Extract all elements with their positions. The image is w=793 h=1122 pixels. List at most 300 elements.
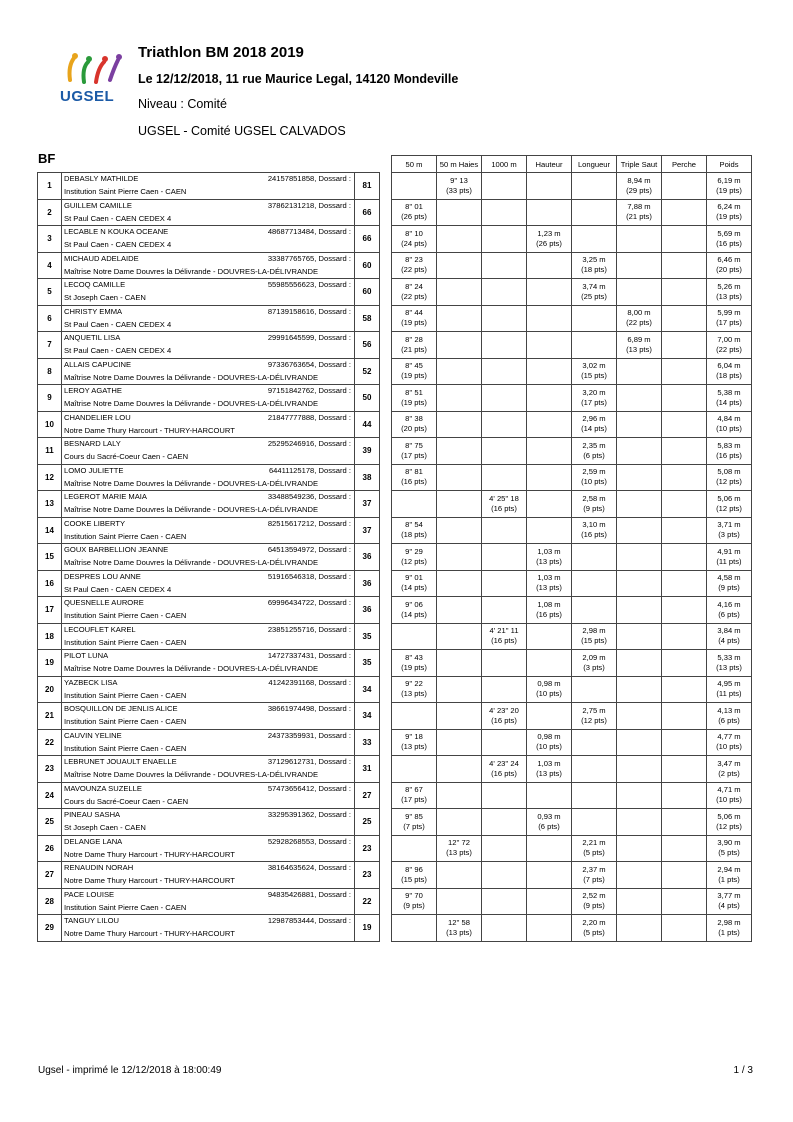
event-cell [617, 729, 662, 756]
column-header: Perche [662, 156, 707, 173]
event-cell [527, 226, 572, 253]
column-header: 50 m Haies [437, 156, 482, 173]
event-points: (22 pts) [401, 291, 427, 301]
column-gap [380, 305, 392, 332]
athlete-name: TANGUY LILOU [64, 916, 119, 925]
event-points: (21 pts) [626, 212, 652, 222]
school-name: Cours du Sacré-Coeur Caen - CAEN [64, 796, 189, 806]
event-performance: 3,25 m [582, 255, 606, 265]
event-cell [527, 491, 572, 518]
athlete-id: 37129612731, Dossard : [267, 757, 351, 766]
event-points: (19 pts) [401, 371, 427, 381]
event-cell [707, 888, 752, 915]
event-points: (12 pts) [716, 503, 742, 513]
event-cell [662, 544, 707, 571]
event-performance: 1,23 m [537, 228, 561, 238]
event-cell [617, 835, 662, 862]
event-performance: 9'' 22 [405, 679, 423, 689]
event-cell [437, 252, 482, 279]
event-cell [572, 517, 617, 544]
event-cell [617, 464, 662, 491]
athlete-name: CHANDELIER LOU [64, 412, 131, 422]
event-cell [707, 835, 752, 862]
athlete-name: LECABLE N KOUKA OCEANE [64, 227, 169, 236]
event-cell [572, 729, 617, 756]
event-cell [437, 729, 482, 756]
athlete-id: 38661974498, Dossard : [267, 704, 351, 713]
column-gap [380, 252, 392, 279]
event-performance: 8'' 75 [405, 440, 423, 450]
school-name: St Joseph Caen - CAEN [64, 293, 146, 302]
event-cell [662, 650, 707, 677]
table-row [38, 358, 752, 385]
event-cell [572, 252, 617, 279]
event-cell [617, 173, 662, 200]
athlete-cell [62, 782, 355, 809]
event-points: (18 pts) [716, 371, 742, 381]
athlete-cell [62, 305, 355, 332]
event-cell [392, 703, 437, 730]
athlete-id: 38164635624, Dossard : [267, 863, 351, 872]
event-cell [527, 385, 572, 412]
event-cell [392, 173, 437, 200]
column-gap [380, 544, 392, 571]
event-cell [392, 279, 437, 306]
column-gap [380, 729, 392, 756]
event-cell [707, 570, 752, 597]
event-cell [707, 782, 752, 809]
event-cell [707, 491, 752, 518]
athlete-name: CHRISTY EMMA [64, 306, 123, 316]
event-cell [482, 703, 527, 730]
rank-cell: 23 [38, 756, 62, 783]
athlete-cell [62, 252, 355, 279]
event-performance: 8'' 44 [405, 308, 423, 318]
event-performance: 2,21 m [582, 838, 606, 848]
athlete-cell [62, 226, 355, 253]
event-performance: 4,71 m [717, 785, 741, 795]
event-points: (1 pts) [718, 874, 740, 884]
event-cell [392, 358, 437, 385]
event-cell [437, 623, 482, 650]
event-cell [707, 252, 752, 279]
event-cell [662, 862, 707, 889]
event-points: (17 pts) [716, 318, 742, 328]
event-performance: 9'' 01 [405, 573, 423, 583]
event-points: (13 pts) [401, 689, 427, 699]
athlete-cell [62, 597, 355, 624]
event-cell [617, 650, 662, 677]
rank-cell: 24 [38, 782, 62, 809]
event-cell [482, 729, 527, 756]
school-name: Institution Saint Pierre Caen - CAEN [64, 902, 187, 912]
event-points: (22 pts) [716, 344, 742, 354]
table-row [38, 491, 752, 518]
event-cell [527, 835, 572, 862]
athlete-id: 33295391362, Dossard : [267, 810, 351, 819]
school-name: St Paul Caen - CAEN CEDEX 4 [64, 584, 172, 594]
level-label: Niveau : Comité [138, 97, 227, 111]
event-points: (5 pts) [718, 848, 740, 858]
event-performance: 5,38 m [717, 387, 741, 397]
table-row [38, 809, 752, 836]
event-cell [527, 756, 572, 783]
event-performance: 4,91 m [717, 546, 741, 556]
event-points: (16 pts) [716, 450, 742, 460]
event-cell [392, 332, 437, 359]
event-cell [392, 411, 437, 438]
event-cell [662, 915, 707, 942]
event-cell [707, 623, 752, 650]
event-cell [617, 491, 662, 518]
event-points: (16 pts) [491, 715, 517, 725]
event-performance: 9'' 06 [405, 599, 423, 609]
event-cell [572, 491, 617, 518]
event-cell [662, 332, 707, 359]
column-header: Hauteur [527, 156, 572, 173]
school-name: Institution Saint Pierre Caen - CAEN [64, 531, 187, 541]
event-points: (22 pts) [626, 318, 652, 328]
event-cell [617, 438, 662, 465]
event-cell [482, 305, 527, 332]
event-performance: 9'' 13 [450, 175, 468, 185]
event-cell [437, 199, 482, 226]
event-cell [482, 835, 527, 862]
event-cell [392, 438, 437, 465]
athlete-cell [62, 438, 355, 465]
total-points: 52 [355, 358, 380, 385]
column-gap [380, 623, 392, 650]
event-points: (18 pts) [401, 530, 427, 540]
column-gap [380, 199, 392, 226]
column-gap [380, 438, 392, 465]
table-row [38, 835, 752, 862]
event-performance: 2,37 m [582, 864, 606, 874]
event-points: (5 pts) [583, 848, 605, 858]
total-points: 81 [355, 173, 380, 200]
event-cell [662, 173, 707, 200]
table-row [38, 756, 752, 783]
event-cell [482, 862, 527, 889]
event-cell [437, 570, 482, 597]
event-points: (19 pts) [716, 212, 742, 222]
event-cell [527, 517, 572, 544]
event-points: (13 pts) [446, 927, 472, 937]
school-name: Maîtrise Notre Dame Douvres la Délivrande - DOUVRES-LA-DÉLIVRANDE [64, 478, 319, 488]
athlete-name: QUESNELLE AURORE [64, 598, 144, 607]
event-performance: 2,58 m [582, 493, 606, 503]
total-points: 44 [355, 411, 380, 438]
event-cell [392, 199, 437, 226]
athlete-cell [62, 703, 355, 730]
event-performance: 2,94 m [717, 864, 741, 874]
event-points: (24 pts) [401, 238, 427, 248]
total-points: 66 [355, 226, 380, 253]
event-performance: 9'' 85 [405, 811, 423, 821]
event-cell [482, 570, 527, 597]
event-cell [662, 438, 707, 465]
event-performance: 8'' 28 [405, 334, 423, 344]
event-performance: 4,95 m [717, 679, 741, 689]
event-cell [392, 464, 437, 491]
event-cell [572, 173, 617, 200]
event-cell [437, 491, 482, 518]
athlete-name: LEROY AGATHE [64, 386, 122, 395]
event-cell [572, 835, 617, 862]
table-row [38, 862, 752, 889]
table-row [38, 226, 752, 253]
event-cell [617, 623, 662, 650]
event-points: (6 pts) [583, 450, 605, 460]
event-cell [572, 597, 617, 624]
total-points: 23 [355, 835, 380, 862]
event-cell [662, 385, 707, 412]
event-cell [437, 915, 482, 942]
event-cell [527, 279, 572, 306]
event-cell [527, 570, 572, 597]
athlete-name: ALLAIS CAPUCINE [64, 359, 132, 369]
event-cell [617, 544, 662, 571]
rank-cell: 13 [38, 491, 62, 518]
event-performance: 0,98 m [537, 679, 561, 689]
event-points: (16 pts) [536, 609, 562, 619]
event-cell [527, 305, 572, 332]
school-name: Maîtrise Notre Dame Douvres la Délivrande - DOUVRES-LA-DÉLIVRANDE [64, 770, 319, 779]
event-cell [662, 279, 707, 306]
column-gap [380, 332, 392, 359]
event-points: (3 pts) [583, 662, 605, 672]
event-performance: 6,89 m [627, 334, 651, 344]
event-points: (19 pts) [401, 397, 427, 407]
rank-cell: 1 [38, 173, 62, 200]
event-cell [707, 411, 752, 438]
event-performance: 8'' 45 [405, 361, 423, 371]
table-row [38, 279, 752, 306]
event-points: (1 pts) [718, 927, 740, 937]
total-points: 22 [355, 888, 380, 915]
athlete-id: 64513594972, Dossard : [267, 545, 351, 554]
column-gap [380, 888, 392, 915]
event-cell [617, 782, 662, 809]
athlete-cell [62, 809, 355, 836]
event-points: (11 pts) [716, 689, 742, 699]
event-cell [662, 358, 707, 385]
event-cell [572, 305, 617, 332]
total-points: 33 [355, 729, 380, 756]
total-points: 36 [355, 597, 380, 624]
event-points: (5 pts) [583, 927, 605, 937]
event-points: (13 pts) [536, 768, 562, 778]
event-cell [572, 226, 617, 253]
event-cell [707, 729, 752, 756]
school-name: Cours du Sacré-Coeur Caen - CAEN [64, 452, 189, 461]
table-row [38, 729, 752, 756]
total-points: 36 [355, 544, 380, 571]
athlete-cell [62, 623, 355, 650]
event-performance: 12'' 72 [448, 838, 470, 848]
event-cell [527, 411, 572, 438]
event-cell [482, 491, 527, 518]
school-name: Maîtrise Notre Dame Douvres la Délivrande - DOUVRES-LA-DÉLIVRANDE [64, 664, 319, 673]
logo-text: UGSEL [60, 88, 115, 105]
column-gap [380, 782, 392, 809]
column-gap [380, 597, 392, 624]
event-cell [707, 544, 752, 571]
event-performance: 8'' 51 [405, 387, 423, 397]
event-cell [662, 305, 707, 332]
event-cell [392, 729, 437, 756]
table-row [38, 199, 752, 226]
event-cell [572, 570, 617, 597]
column-gap [380, 703, 392, 730]
event-cell [707, 915, 752, 942]
event-cell [437, 544, 482, 571]
event-cell [662, 570, 707, 597]
athlete-cell [62, 570, 355, 597]
event-points: (9 pts) [583, 901, 605, 911]
event-performance: 4' 25'' 18 [489, 493, 519, 503]
event-performance: 6,19 m [717, 175, 741, 185]
school-name: Institution Saint Pierre Caen - CAEN [64, 743, 187, 753]
event-cell [572, 862, 617, 889]
event-performance: 2,96 m [582, 414, 606, 424]
athlete-id: 14727337431, Dossard : [267, 651, 351, 660]
event-points: (10 pts) [536, 742, 562, 752]
athlete-name: YAZBECK LISA [64, 677, 118, 687]
athlete-cell [62, 411, 355, 438]
school-name: Maîtrise Notre Dame Douvres la Délivrande - DOUVRES-LA-DÉLIVRANDE [64, 399, 319, 408]
athlete-name: DESPRES LOU ANNE [64, 571, 141, 581]
event-cell [392, 782, 437, 809]
event-cell [572, 411, 617, 438]
event-points: (2 pts) [718, 768, 740, 778]
event-points: (18 pts) [581, 265, 607, 275]
athlete-cell [62, 173, 355, 200]
athlete-cell [62, 835, 355, 862]
event-cell [662, 199, 707, 226]
event-cell [482, 385, 527, 412]
table-row [38, 650, 752, 677]
column-gap [380, 915, 392, 942]
athlete-cell [62, 385, 355, 412]
athlete-id: 37862131218, Dossard : [267, 200, 351, 210]
event-cell [617, 411, 662, 438]
column-header: Longueur [572, 156, 617, 173]
athlete-name: GOUX BARBELLION JEANNE [64, 545, 169, 554]
event-performance: 2,35 m [582, 440, 606, 450]
event-cell [707, 385, 752, 412]
athlete-id: 64411125178, Dossard : [268, 465, 351, 475]
event-points: (20 pts) [716, 265, 742, 275]
table-row [38, 597, 752, 624]
athlete-cell [62, 199, 355, 226]
total-points: 39 [355, 438, 380, 465]
event-cell [437, 464, 482, 491]
athlete-cell [62, 491, 355, 518]
event-cell [707, 703, 752, 730]
total-points: 34 [355, 703, 380, 730]
event-cell [437, 888, 482, 915]
event-performance: 8'' 24 [405, 281, 423, 291]
event-performance: 2,98 m [582, 626, 606, 636]
event-points: (10 pts) [716, 795, 742, 805]
rank-cell: 5 [38, 279, 62, 306]
rank-cell: 25 [38, 809, 62, 836]
school-name: St Paul Caen - CAEN CEDEX 4 [64, 346, 172, 355]
event-cell [482, 517, 527, 544]
event-cell [707, 597, 752, 624]
event-cell [482, 756, 527, 783]
athlete-cell [62, 358, 355, 385]
event-cell [392, 623, 437, 650]
column-gap [380, 385, 392, 412]
event-cell [572, 438, 617, 465]
event-points: (4 pts) [718, 901, 740, 911]
event-cell [527, 729, 572, 756]
event-performance: 8'' 23 [405, 255, 423, 265]
athlete-name: MICHAUD ADELAIDE [64, 253, 139, 263]
event-performance: 4,84 m [717, 414, 741, 424]
event-points: (17 pts) [401, 450, 427, 460]
school-name: Institution Saint Pierre Caen - CAEN [64, 187, 187, 196]
column-gap [380, 358, 392, 385]
event-cell [482, 597, 527, 624]
event-cell [707, 199, 752, 226]
athlete-id: 55985556623, Dossard : [267, 280, 351, 289]
event-performance: 0,98 m [537, 732, 561, 742]
event-cell [572, 676, 617, 703]
event-performance: 3,20 m [582, 387, 606, 397]
athlete-name: DEBASLY MATHILDE [64, 174, 139, 183]
athlete-name: PINEAU SASHA [64, 810, 121, 819]
total-points: 37 [355, 517, 380, 544]
event-cell [482, 544, 527, 571]
rank-cell: 27 [38, 862, 62, 889]
event-points: (26 pts) [401, 212, 427, 222]
event-cell [707, 438, 752, 465]
table-row [38, 888, 752, 915]
event-cell [662, 491, 707, 518]
event-performance: 9'' 70 [405, 891, 423, 901]
event-performance: 8'' 81 [405, 467, 423, 477]
event-cell [572, 358, 617, 385]
total-points: 34 [355, 676, 380, 703]
event-cell [572, 385, 617, 412]
athlete-name: MAVOUNZA SUZELLE [64, 783, 142, 793]
event-performance: 5,06 m [717, 811, 741, 821]
event-performance: 5,26 m [717, 281, 741, 291]
athlete-id: 25295246916, Dossard : [267, 439, 351, 448]
table-row [38, 385, 752, 412]
athlete-name: BESNARD LALY [64, 439, 121, 448]
event-cell [392, 915, 437, 942]
total-points: 58 [355, 305, 380, 332]
table-row [38, 517, 752, 544]
rank-cell: 15 [38, 544, 62, 571]
total-points: 60 [355, 279, 380, 306]
table-row [38, 570, 752, 597]
event-performance: 7,00 m [717, 334, 741, 344]
event-performance: 3,02 m [582, 361, 606, 371]
event-cell [662, 782, 707, 809]
event-points: (13 pts) [536, 583, 562, 593]
page-title: Triathlon BM 2018 2019 [138, 44, 304, 61]
event-cell [707, 756, 752, 783]
table-row [38, 782, 752, 809]
event-points: (13 pts) [716, 291, 742, 301]
total-points: 56 [355, 332, 380, 359]
event-performance: 4,58 m [717, 573, 741, 583]
